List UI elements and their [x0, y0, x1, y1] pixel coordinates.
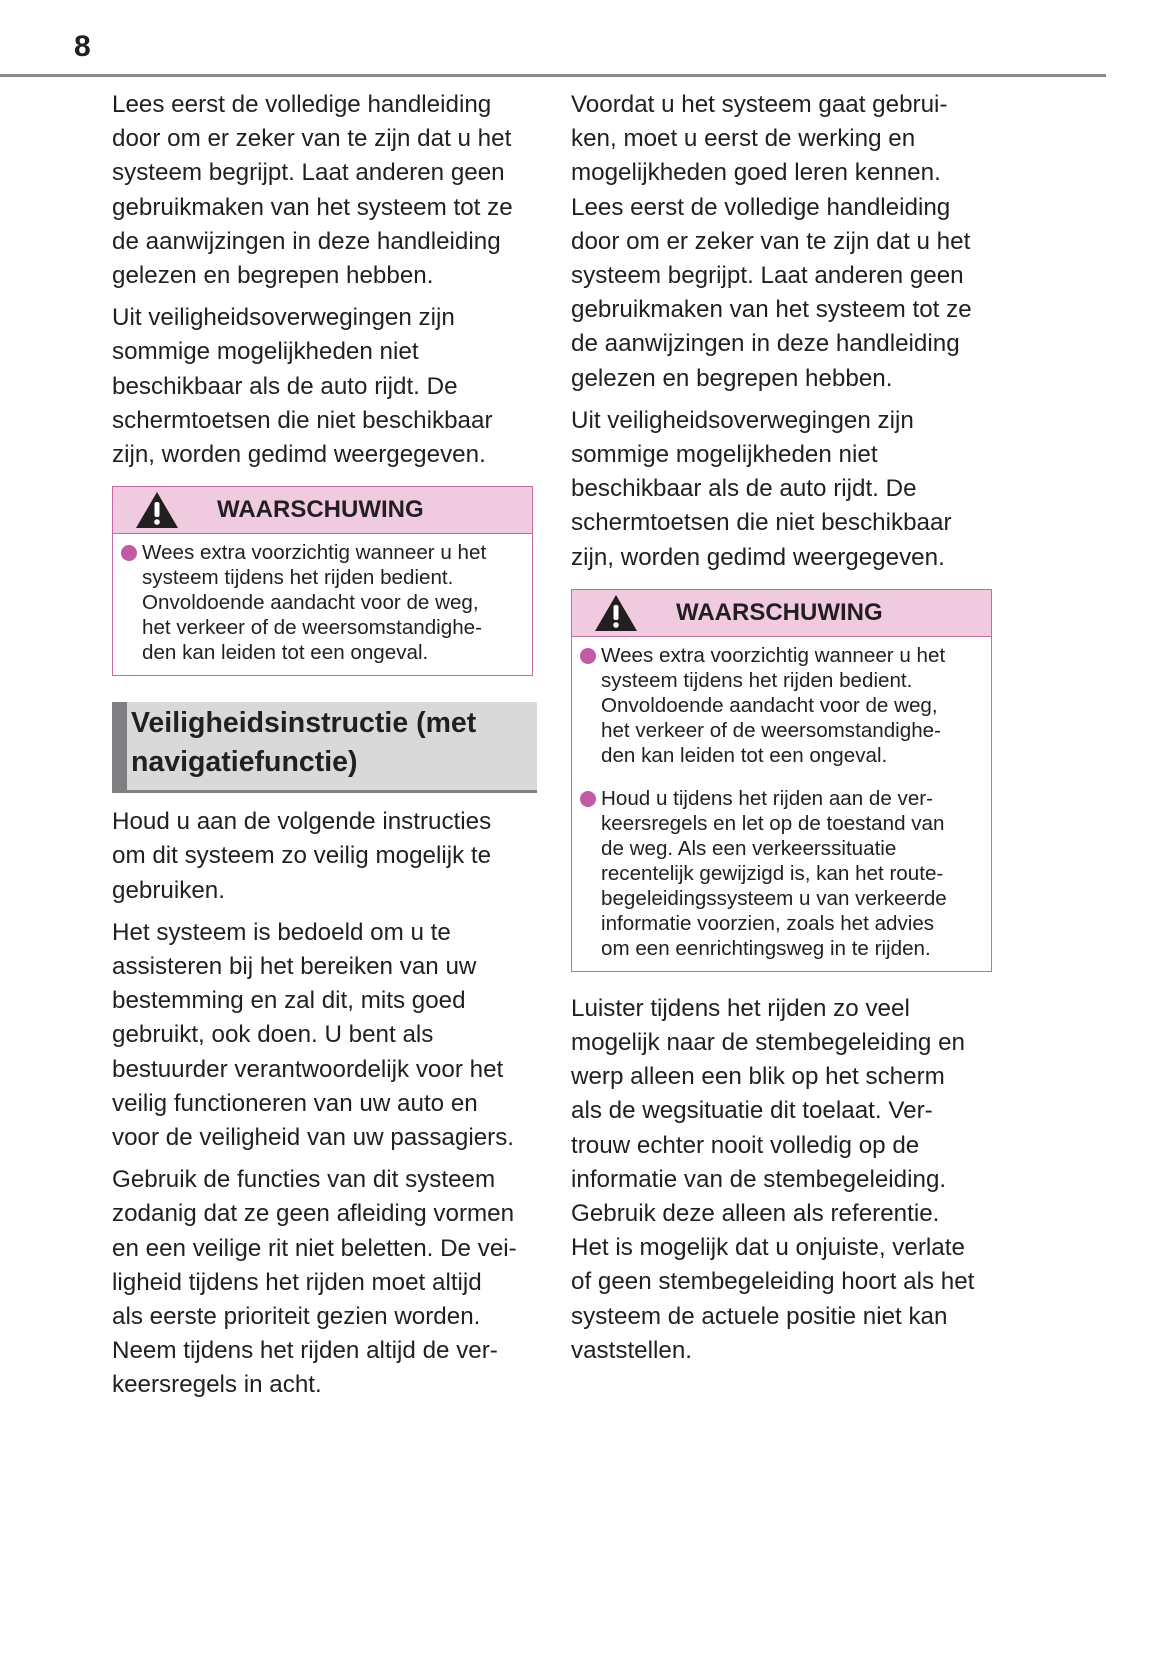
text-line: gelezen en begrepen hebben. — [571, 364, 893, 392]
text-line: navigatiefunctie) — [131, 746, 358, 779]
paragraph — [571, 992, 996, 1368]
text-line: schermtoetsen die niet beschikbaar — [571, 509, 952, 537]
text-line: beschikbaar als de auto rijdt. De — [571, 475, 917, 503]
text-line: Het is mogelijk dat u onjuiste, verlate — [571, 1234, 965, 1262]
text-line: systeem begrijpt. Laat anderen geen — [571, 262, 964, 290]
paragraph — [112, 916, 537, 1155]
text-line: Het systeem is bedoeld om u te — [112, 918, 451, 946]
text-line: Uit veiligheidsoverwegingen zijn — [112, 304, 455, 332]
warning-body — [113, 534, 532, 675]
warning-box — [571, 589, 992, 972]
bullet-dot-icon — [580, 648, 596, 664]
text-line: recentelijk gewijzigd is, kan het route- — [601, 861, 944, 885]
paragraph — [112, 1163, 537, 1402]
bullet-text — [142, 540, 486, 665]
text-line: trouw echter nooit volledig op de — [571, 1131, 920, 1159]
text-line: als de wegsituatie dit toelaat. Ver- — [571, 1097, 933, 1125]
text-line: informatie voorzien, zoals het advies — [601, 911, 935, 935]
text-line: het verkeer of de weersomstandighe- — [142, 616, 482, 640]
text-line: Uit veiligheidsoverwegingen zijn — [571, 406, 914, 434]
warning-bullet — [121, 540, 532, 665]
text-line: Lees eerst de volledige handleiding — [112, 91, 492, 118]
text-line: gebruikmaken van het systeem tot ze — [571, 296, 972, 324]
text-line: gebruikt, ook doen. U bent als — [112, 1021, 434, 1049]
text-line: den kan leiden tot een ongeval. — [601, 743, 888, 767]
warning-bullet — [580, 643, 991, 768]
text-line: zodanig dat ze geen afleiding vormen — [112, 1200, 515, 1228]
text-line: systeem tijdens het rijden bedient. — [142, 566, 454, 590]
text-line: bestuurder verantwoordelijk voor het — [112, 1055, 504, 1083]
paragraph — [112, 301, 537, 472]
text-line: vaststellen. — [571, 1336, 692, 1364]
text-line: mogelijkheden goed leren kennen. — [571, 159, 941, 187]
warning-body — [572, 637, 991, 971]
text-line: bestemming en zal dit, mits goed — [112, 987, 466, 1015]
page-number: 8 — [74, 30, 91, 63]
paragraph — [571, 88, 996, 396]
text-line: voor de veiligheid van uw passagiers. — [112, 1124, 515, 1152]
text-line: de weg. Als een verkeerssituatie — [601, 836, 897, 860]
warning-header — [572, 590, 991, 637]
text-line: Neem tijdens het rijden altijd de ver- — [112, 1337, 498, 1365]
bullet-text — [601, 786, 947, 961]
text-line: Veiligheidsinstructie (met — [131, 707, 477, 740]
text-line: systeem tijdens het rijden bedient. — [601, 668, 913, 692]
text-line: en een veilige rit niet beletten. De vei- — [112, 1234, 517, 1262]
text-line: den kan leiden tot een ongeval. — [142, 641, 429, 665]
warning-box — [112, 486, 533, 676]
paragraph — [112, 88, 537, 293]
text-line: Wees extra voorzichtig wanneer u het — [142, 541, 487, 565]
text-line: begeleidingssysteem u van verkeerde — [601, 886, 947, 910]
text-line: de aanwijzingen in deze handleiding — [571, 330, 960, 358]
text-line: om dit systeem zo veilig mogelijk te — [112, 842, 492, 870]
text-line: zijn, worden gedimd weergegeven. — [571, 543, 945, 571]
header-rule — [0, 74, 1106, 77]
section-heading — [112, 702, 537, 793]
text-line: mogelijk naar de stembegeleiding en — [571, 1029, 965, 1057]
text-line: keersregels in acht. — [112, 1371, 322, 1399]
text-line: ken, moet u eerst de werking en — [571, 125, 916, 153]
text-line: beschikbaar als de auto rijdt. De — [112, 372, 458, 400]
text-line: keersregels en let op de toestand van — [601, 811, 945, 835]
text-line: werp alleen een blik op het scherm — [571, 1063, 945, 1091]
left-column — [112, 88, 537, 1411]
text-line: systeem de actuele positie niet kan — [571, 1302, 948, 1330]
text-line: gebruiken. — [112, 876, 225, 904]
text-line: sommige mogelijkheden niet — [112, 338, 419, 366]
text-line: om een eenrichtingsweg in te rijden. — [601, 936, 931, 960]
warning-triangle-icon — [135, 491, 179, 529]
text-line: informatie van de stembegeleiding. — [571, 1165, 947, 1193]
text-line: sommige mogelijkheden niet — [571, 441, 878, 469]
text-line: Wees extra voorzichtig wanneer u het — [601, 643, 946, 667]
right-column — [571, 88, 996, 1376]
text-line: Gebruik de functies van dit systeem — [112, 1166, 496, 1194]
bullet-dot-icon — [121, 545, 137, 561]
text-line: Lees eerst de volledige handleiding — [571, 193, 951, 221]
text-line: als eerste prioriteit gezien worden. — [112, 1303, 481, 1331]
text-line: gelezen en begrepen hebben. — [112, 262, 434, 290]
text-line: de aanwijzingen in deze handleiding — [112, 227, 501, 255]
text-line: of geen stembegeleiding hoort als het — [571, 1268, 975, 1296]
text-line: ligheid tijdens het rijden moet altijd — [112, 1268, 482, 1296]
paragraph — [571, 404, 996, 575]
text-line: schermtoetsen die niet beschikbaar — [112, 406, 493, 434]
text-line: Houd u aan de volgende instructies — [112, 808, 492, 836]
bullet-dot-icon — [580, 791, 596, 807]
text-line: Onvoldoende aandacht voor de weg, — [142, 591, 479, 615]
text-line: Luister tijdens het rijden zo veel — [571, 994, 910, 1022]
text-line: gebruikmaken van het systeem tot ze — [112, 193, 513, 221]
text-line: Houd u tijdens het rijden aan de ver- — [601, 786, 933, 810]
warning-title: WAARSCHUWING — [217, 496, 424, 524]
text-line: systeem begrijpt. Laat anderen geen — [112, 159, 505, 187]
bullet-text — [601, 643, 945, 768]
text-line: het verkeer of de weersomstandighe- — [601, 718, 941, 742]
text-line: veilig functioneren van uw auto en — [112, 1089, 478, 1117]
text-line: Voordat u het systeem gaat gebrui- — [571, 91, 948, 118]
text-line: assisteren bij het bereiken van uw — [112, 953, 477, 981]
warning-bullet — [580, 786, 991, 961]
warning-header — [113, 487, 532, 534]
text-line: door om er zeker van te zijn dat u het — [112, 125, 512, 153]
warning-title: WAARSCHUWING — [676, 598, 883, 626]
text-line: Gebruik deze alleen als referentie. — [571, 1200, 940, 1228]
text-line: zijn, worden gedimd weergegeven. — [112, 441, 486, 469]
warning-triangle-icon — [594, 594, 638, 632]
paragraph — [112, 805, 537, 908]
text-line: door om er zeker van te zijn dat u het — [571, 227, 971, 255]
text-line: Onvoldoende aandacht voor de weg, — [601, 693, 938, 717]
